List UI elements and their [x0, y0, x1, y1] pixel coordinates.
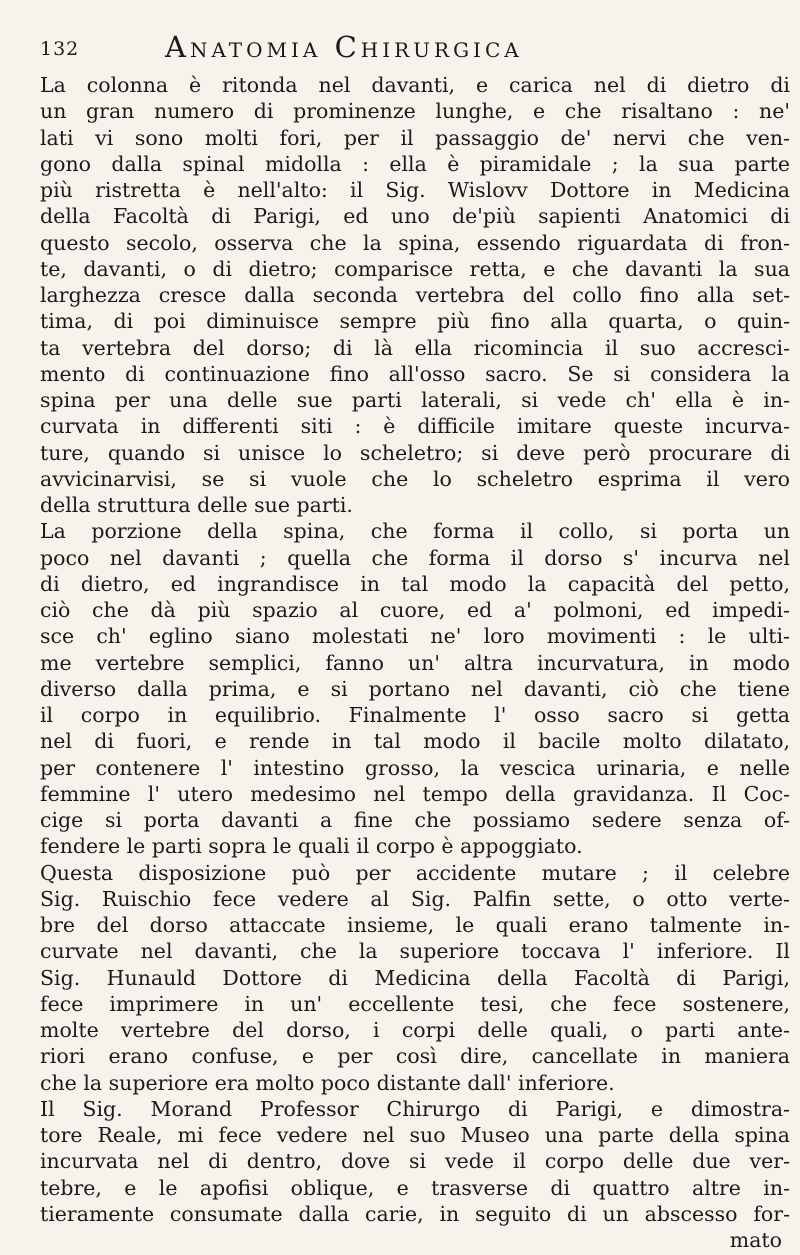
text-line: Questa disposizione può per accidente mutare ; il celebre [40, 860, 790, 885]
text-line: fendere le parti sopra le quali il corpo è appoggiato. [40, 834, 583, 859]
text-line: di dietro, ed ingrandisce in tal modo la capacità del petto, [40, 571, 790, 596]
text-line: curvate nel davanti, che la superiore toccava l' inferiore. Il [40, 939, 790, 964]
text-line: bre del dorso attaccate insieme, le quali erano talmente in- [40, 913, 790, 937]
text-line: molte vertebre del dorso, i corpi delle quali, o parti ante- [40, 1018, 790, 1042]
text-line: questo secolo, osserva che la spina, essendo riguardata di fron- [40, 230, 790, 255]
catchword: mato [729, 1228, 782, 1252]
text-line: curvata in differenti siti : è difficile imitare queste incurva- [40, 414, 790, 439]
text-line: Sig. Hunauld Dottore di Medicina della Facoltà di Parigi, [40, 965, 790, 990]
text-line: gono dalla spinal midolla : ella è piramidale ; la sua parte [40, 151, 790, 176]
text-line: per contenere l' intestino grosso, la vescica urinaria, e nelle [40, 755, 790, 780]
text-line: tore Reale, mi fece vedere nel suo Museo una parte della spina [40, 1123, 790, 1147]
header-title: Anatomia Chirurgica [165, 30, 523, 64]
text-line: tima, di poi diminuisce sempre più fino alla quarta, o quin- [40, 309, 790, 334]
text-line: il corpo in equilibrio. Finalmente l' osso sacro si getta [40, 703, 790, 727]
text-line: Sig. Ruischio fece vedere al Sig. Palfin sette, o otto verte- [40, 886, 790, 911]
text-line: sce ch' eglino siano molestati ne' loro movimenti : le ulti- [40, 624, 790, 649]
text-line: ture, quando si unisce lo scheletro; si deve però procurare di [40, 440, 790, 465]
text-line: tebre, e le apofisi oblique, e trasverse di quattro altre in- [40, 1175, 790, 1200]
text-line: mento di continuazione fino all'osso sacro. Se si considera la [40, 361, 790, 386]
text-line: La colonna è ritonda nel davanti, e carica nel di dietro di [40, 73, 790, 97]
text-line: ciò che dà più spazio al cuore, ed a' polmoni, ed impedi- [40, 598, 790, 622]
text-line: incurvata nel di dentro, dove si vede il corpo delle due ver- [40, 1149, 790, 1174]
text-line: La porzione della spina, che forma il collo, si porta un [40, 519, 790, 544]
text-line: lati vi sono molti fori, per il passaggio de' nervi che ven- [40, 125, 790, 150]
text-line: della Facoltà di Parigi, ed uno de'più sapienti Anatomici di [40, 204, 790, 229]
text-line: avvicinarvisi, se si vuole che lo scheletro esprima il vero [40, 466, 790, 491]
text-line: più ristretta è nell'alto: il Sig. Wislovv Dottore in Medicina [40, 178, 790, 202]
text-line: riori erano confuse, e per così dire, cancellate in maniera [40, 1044, 790, 1069]
text-line: me vertebre semplici, fanno un' altra incurvatura, in modo [40, 650, 790, 675]
text-line: che la superiore era molto poco distante dall' inferiore. [40, 1070, 615, 1095]
text-line: cige si porta davanti a fine che possiamo sedere senza of- [40, 808, 790, 832]
text-line: te, davanti, o di dietro; comparisce retta, e che davanti la sua [40, 256, 790, 281]
text-line: della struttura delle sue parti. [40, 493, 353, 517]
text-line: larghezza cresce dalla seconda vertebra del collo fino alla set- [40, 283, 790, 307]
text-line: poco nel davanti ; quella che forma il dorso s' incurva nel [40, 545, 790, 570]
text-line: spina per una delle sue parti laterali, si vede ch' ella è in- [40, 388, 790, 412]
text-line: diverso dalla prima, e si portano nel davanti, ciò che tiene [40, 676, 790, 701]
text-line: fece imprimere in un' eccellente tesi, che fece sostenere, [40, 991, 790, 1016]
text-line: femmine l' utero medesimo nel tempo della gravidanza. Il Coc- [40, 781, 790, 806]
page-number: 132 [40, 38, 80, 60]
text-line: Il Sig. Morand Professor Chirurgo di Parigi, e dimostra- [40, 1096, 790, 1121]
text-line: nel di fuori, e rende in tal modo il bacile molto dilatato, [40, 729, 790, 754]
running-head [40, 30, 788, 70]
text-line: un gran numero di prominenze lunghe, e che risaltano : ne' [40, 99, 790, 124]
body-text [40, 72, 790, 1253]
text-line: tieramente consumate dalla carie, in seguito di un abscesso for- [40, 1201, 790, 1226]
text-line: ta vertebra del dorso; di là ella ricomincia il suo accresci- [40, 335, 790, 360]
